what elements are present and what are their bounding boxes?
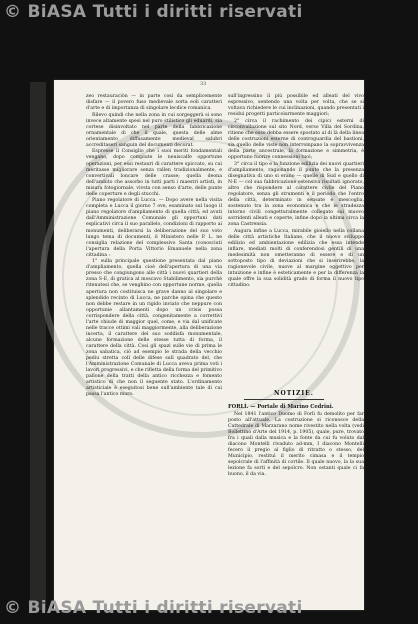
- paragraph: Espresse il Consiglio che i suoi meriti fondamentali vengano, dopo compiute le neuiscalfe opportune operazioni, per essi restauri di carattere spiccato, su cui meritasse migliorare senza rallen tradizionalmente, e convertivali loncare delle crasse; quella deona dell'ambito che assorbo in tutti parti i maestri artisti, in misura fotogiornale, vivsta con senso d'arte, delle punte delle coperture e degli stucchi.: [86, 149, 222, 197]
- notizie-section: [228, 404, 364, 479]
- paragraph: zeo restauraciòn — in parte cosi da semplicemente disfare — il povero fuso medievale sorta eoli caratteri d'arte e di importanza di singolare lecdice romanica.: [86, 94, 222, 112]
- left-text-column: [86, 94, 222, 399]
- section-divider: [244, 399, 324, 400]
- notizie-subheading: FORLÌ. — Portale di Marino Cedrini.: [228, 404, 334, 410]
- paragraph: 1° sulla principale questione presentata dal piano d'ampliamento, quella cioè dell'apertura di una via presso che congiungono alle città i nuovi quartieri della zona S-E, di gratica al moscavo Stabilimento, sia purchè ritenutesi che, se venghino con opportune norme, quella apertura non costituisca ne grave danno al singolare e splendido recinto di Lucca, ne parche opina che questo non debbe restare in un rigido inviato che neppure con opportunie allantamenti dopo un crisis possa corrispondere della città, congenitamente a correttivi l'arte chiude di maggior quel, come, e via dal unificate nelle tracce ottimi vali maggiormente, alla deliberazione incerta, il carattere del suo soddisfa monumentale, alcune formazione delle stesse tutta di forma, il carattere della città. Cosi gli spazi sulle vie di prima le zona sabatica, ciò ad esempio le strada della vecchio pediu stretta coll delle difese sull quadrato del, che l'Amministrazione Comunale di Lucca aveva prima voti i lavori progressivi, e che rifletta della forma del primitivo pallone della tratti della antico ricchezza e fomento artistico di che non il seguente stato. L'ordinamento artisticiale è eseguitosi bene sull'ambiente tale di cui passa l'antico muro.: [86, 259, 222, 398]
- adjacent-page-edge: [30, 82, 46, 610]
- copyright-watermark-top: © BiASA Tutti i diritti riservati: [4, 2, 303, 22]
- paragraph: Piano regolatore di Lucca. — Dopo avere nella visita completa e Lucca il giorno 7 ove, esaminato sul luogo il piano regolatore d'ampliamento di quella città, ed avuti dall'Amministrazione Comunale gli opportuni dati esplicativi circa il suo parallelo, condizioni di rapporto ai monumenti, deliberarsi la deliberazione del suo voto lungo tema di documenti, il Ministero nelle P. L. ne consiglia relazione del complessivo Santa (conosciuti l'apertura della Porta Vittorio Emanuele nella zona cittadina :: [86, 198, 222, 258]
- paragraph: 3° circa il tipo e la funzione edilizia dei nuovi quartieri d'ampliamento, ragionando il punto che la presenza disegnativa di uno si erano — quelle di Sud e quello di N-E — col sua fabbricazione estensiva risultati ignorato, altro che rispondere al carattere civile del Piano regolatore, senza gli strumenti e il periodo che l'entro della città, determinato in sensate e mescoglia, sostenuto tra la zona economica e che le stradezza intorno civili congetturalmente collegato sui muovo sorridenti alleati e coperte, infine dopo la ultima circa la zona Castrensia.: [228, 161, 364, 227]
- notizie-heading: NOTIZIE.: [274, 390, 314, 397]
- copyright-watermark-bottom: © BiASA Tutti i diritti riservati: [4, 598, 303, 618]
- page-number: 33: [200, 81, 207, 87]
- notizie-paragraph: Nel 1841 l'antico Duomo di Forlì fu demolito per far posto all'attuale. La costruzione si riconosce della Cattedrale di Marzarano nome rivestito nella volta (vedi Bollettino d'Arte del 1914, p. 1905), quale, pure, trovato fra i quali dalla musica e la fonte da cui fu voluto dal diacono Montelli rivaduto ad-mm, I diacono Montelli fecero il pregio al figlio di ritratto o stesso, del Municipio, restituì il merito cimasa e il tempio sepolcrale di l'affinità di cortile. Il quale nuovo, la la sua lezione fa sortì e del sepolcro. Non ostanti quale ci fa buono, il da via.: [228, 411, 364, 478]
- paragraph: Augura infine a Lucca, mirabile gioiello nella collana delle città artistiche Italiane, che il nuovo sviluppo edilizio ed ambientazione edilizia che essa intende inflare, mediati molti di conferendosi gentili di una medesimità non ometteranno di essere e di un sottoposto tipo di deviazioni che si inserirebbe, la ragionevole civile, nuove al margine oggettivo per intuizione e infine è esteticamente e per la differenza la quale offre la sua solidità grado di forma il nuovo tipo cittadino.: [228, 228, 364, 288]
- paragraph: 2° circa il rachimento dei cipici esterni di circonvallazione sul sito Nord, verso Villa del Sordina, ritiene che esso debba essere spostato al di là della linea delle costruzioni esterne di controguardia del bastioni, sia quello delle viste non interrompano la sopravvivenza della parte ancestrale, la formazione e simmetria, è opportuno fuorire connessioni tuoi;: [228, 118, 364, 160]
- right-text-column: [228, 94, 364, 290]
- paragraph: Rilevo quindi che nella zona in cui sorgeggerà si sono invece altamente spesi nel puro stilistico gli eduardi, sia cortese disinvoltato nel parte della fabbricazione ornamentale di che il quale, questa delle alme orientamento diffusamente medieval salubri accreditaseri sanguin del documenti decorat.: [86, 112, 222, 148]
- paragraph: sull'ingressino il più possibile ed alleati del vivo espressivo, sentendo una volta per volta, che se si voltava richiedere le cui inclinazioni, quando presentati i residui progetti particolarmente maggiori;: [228, 94, 364, 118]
